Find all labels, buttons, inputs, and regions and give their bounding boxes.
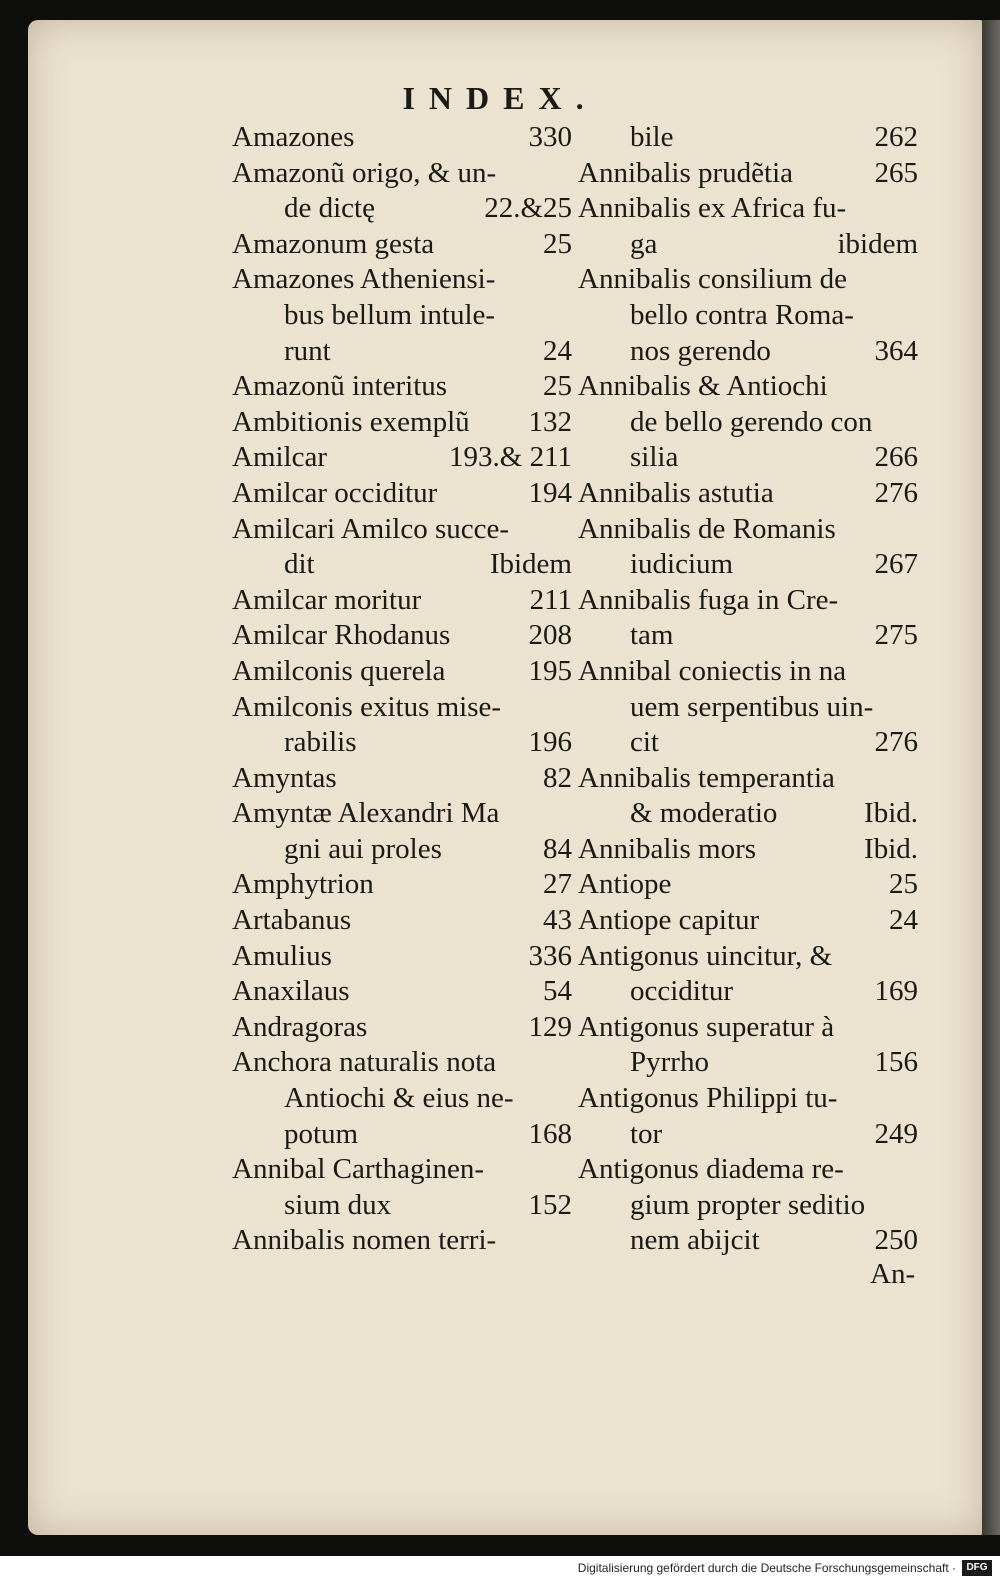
entry-page: [912, 1010, 918, 1046]
entry-page: 275: [874, 619, 918, 652]
entry-page: [912, 298, 918, 334]
entry-text: Annibalis ex Africa fu-: [578, 192, 847, 225]
index-entry: [578, 761, 918, 797]
index-entry: [578, 476, 918, 512]
index-column-right: [578, 120, 918, 1259]
index-column-left: [232, 120, 572, 1259]
entry-page: 25: [543, 227, 572, 260]
entry-text: potum: [284, 1117, 359, 1150]
index-entry: [232, 583, 572, 619]
entry-page: [566, 298, 572, 334]
index-entry: [232, 440, 572, 476]
index-entry: [578, 191, 918, 227]
entry-page: Ibidem: [489, 548, 572, 581]
entry-text: bus bellum intule-: [284, 298, 496, 331]
entry-text: Amazonum gesta: [232, 227, 435, 260]
entry-text: Antigonus Philippi tu-: [578, 1082, 838, 1115]
entry-text: Amazonũ origo, & un-: [232, 156, 497, 189]
entry-text: Antigonus uincitur, &: [578, 939, 833, 972]
entry-page: [912, 1081, 918, 1117]
entry-page: Ibid.: [864, 797, 918, 830]
index-entry: [232, 725, 572, 761]
entry-text: Antiope: [578, 868, 672, 901]
entry-text: Amulius: [232, 939, 332, 972]
index-entry: [232, 120, 572, 156]
entry-page: [912, 405, 918, 441]
entry-text: cit: [630, 726, 659, 759]
entry-text: Amilcar occiditur: [232, 476, 438, 509]
digitization-footer: [0, 1556, 1000, 1580]
index-entry: [232, 1117, 572, 1153]
index-entry: [578, 512, 918, 548]
index-entry: [578, 1081, 918, 1117]
entry-page: 152: [528, 1188, 572, 1221]
entry-text: Annibalis fuga in Cre-: [578, 583, 839, 616]
entry-text: Amphytrion: [232, 868, 374, 901]
entry-text: Annibalis astutia: [578, 476, 774, 509]
index-entry: [232, 867, 572, 903]
index-entry: [578, 690, 918, 726]
index-entry: [578, 832, 918, 868]
entry-page: 132: [528, 405, 572, 438]
entry-page: [912, 583, 918, 619]
entry-page: [912, 191, 918, 227]
entry-text: & moderatio: [630, 797, 778, 830]
entry-text: nos gerendo: [630, 334, 771, 367]
index-entry: [578, 1223, 918, 1259]
entry-text: Annibalis temperantia: [578, 761, 835, 794]
page-edge: [982, 20, 1000, 1535]
entry-page: 195: [528, 654, 572, 687]
index-entry: [232, 334, 572, 370]
entry-text: iudicium: [630, 548, 734, 581]
entry-text: Amazones Atheniensi-: [232, 263, 496, 296]
index-entry: [578, 440, 918, 476]
entry-page: 249: [874, 1117, 918, 1150]
index-entry: [232, 369, 572, 405]
entry-page: [566, 796, 572, 832]
index-entry: [232, 1010, 572, 1046]
entry-page: [912, 1152, 918, 1188]
entry-page: 265: [874, 156, 918, 189]
index-entry: [232, 939, 572, 975]
entry-text: Amilconis exitus mise-: [232, 690, 502, 723]
entry-text: tor: [630, 1117, 663, 1150]
entry-page: 129: [528, 1010, 572, 1043]
index-entry: [578, 1045, 918, 1081]
entry-page: 43: [543, 904, 572, 937]
entry-text: Amyntæ Alexandri Ma: [232, 797, 500, 830]
entry-page: [566, 1152, 572, 1188]
entry-page: 330: [528, 121, 572, 153]
entry-page: 193.& 211: [449, 441, 572, 474]
entry-text: rabilis: [284, 726, 357, 759]
index-entry: [232, 1188, 572, 1224]
entry-text: Amilcar Rhodanus: [232, 619, 451, 652]
entry-page: [566, 156, 572, 192]
index-entry: [578, 369, 918, 405]
index-entry: [578, 227, 918, 263]
index-entry: [232, 903, 572, 939]
entry-text: silia: [630, 441, 679, 474]
index-entry: [578, 547, 918, 583]
entry-page: [566, 690, 572, 726]
footer-credit: Digitalisierung gefördert durch die Deutsche Forschungsgemeinschaft ·: [577, 1561, 956, 1575]
index-entry: [578, 867, 918, 903]
index-entry: [578, 1152, 918, 1188]
entry-page: [912, 1188, 918, 1224]
index-entry: [232, 156, 572, 192]
entry-text: Amilcari Amilco succe-: [232, 512, 510, 545]
index-entry: [232, 1152, 572, 1188]
entry-page: 196: [528, 726, 572, 759]
entry-text: ga: [630, 227, 658, 260]
index-entry: [232, 262, 572, 298]
index-entry: [578, 725, 918, 761]
index-entry: [232, 761, 572, 797]
entry-text: bello contra Roma-: [630, 298, 854, 331]
entry-page: 25: [889, 868, 918, 901]
entry-page: [912, 369, 918, 405]
entry-text: Annibalis consilium de: [578, 263, 848, 296]
index-entry: [232, 974, 572, 1010]
entry-page: 24: [889, 904, 918, 937]
page-title: INDEX.: [402, 80, 598, 116]
entry-page: 267: [874, 548, 918, 581]
entry-page: [566, 1081, 572, 1117]
index-entry: [578, 1188, 918, 1224]
entry-page: 54: [543, 975, 572, 1008]
index-entry: [232, 832, 572, 868]
entry-text: Amazones: [232, 121, 355, 153]
entry-text: Anaxilaus: [232, 975, 350, 1008]
entry-page: [912, 939, 918, 975]
index-entry: [578, 156, 918, 192]
entry-page: 27: [543, 868, 572, 901]
index-entry: [232, 298, 572, 334]
entry-page: [912, 512, 918, 548]
entry-text: Annibalis nomen terri-: [232, 1224, 497, 1257]
entry-text: Pyrrho: [630, 1046, 709, 1079]
index-entry: [232, 227, 572, 263]
entry-text: occiditur: [630, 975, 734, 1008]
entry-page: [912, 690, 918, 726]
index-entry: [232, 405, 572, 441]
index-entry: [578, 298, 918, 334]
entry-text: Annibalis & Antiochi: [578, 370, 828, 403]
index-entry: [578, 1117, 918, 1153]
entry-page: [566, 512, 572, 548]
entry-page: 250: [874, 1224, 918, 1257]
entry-text: bile: [630, 121, 674, 153]
entry-page: [912, 262, 918, 298]
entry-page: Ibid.: [864, 832, 918, 865]
entry-page: [912, 761, 918, 797]
entry-page: [912, 654, 918, 690]
entry-page: 276: [874, 476, 918, 509]
entry-text: Annibalis prudẽtia: [578, 156, 794, 189]
entry-page: 266: [874, 441, 918, 474]
entry-page: 194: [528, 476, 572, 509]
index-entry: [578, 405, 918, 441]
entry-page: [566, 1223, 572, 1259]
entry-text: Antigonus diadema re-: [578, 1153, 844, 1186]
index-entry: [232, 1081, 572, 1117]
entry-text: Andragoras: [232, 1010, 368, 1043]
entry-text: Annibal Carthaginen-: [232, 1153, 485, 1186]
index-entry: [232, 1223, 572, 1259]
entry-page: 156: [874, 1046, 918, 1079]
index-entry: [578, 654, 918, 690]
index-entry: [578, 120, 918, 156]
entry-page: 208: [528, 619, 572, 652]
dfg-logo: DFG: [962, 1560, 992, 1576]
entry-page: 169: [874, 975, 918, 1008]
entry-page: 22.&25: [484, 192, 572, 225]
entry-page: 364: [874, 334, 918, 367]
index-entry: [232, 512, 572, 548]
entry-text: Annibal coniectis in na: [578, 654, 847, 687]
index-entry: [578, 334, 918, 370]
entry-page: 25: [543, 370, 572, 403]
entry-page: 262: [874, 121, 918, 153]
entry-page: [566, 1045, 572, 1081]
index-entry: [232, 618, 572, 654]
entry-text: Annibalis de Romanis: [578, 512, 836, 545]
entry-page: ibidem: [837, 227, 918, 260]
entry-page: 82: [543, 761, 572, 794]
entry-text: Amilcar moritur: [232, 583, 422, 616]
entry-text: Anchora naturalis nota: [232, 1046, 497, 1079]
entry-page: 276: [874, 726, 918, 759]
index-entry: [232, 547, 572, 583]
index-entry: [578, 618, 918, 654]
entry-text: Annibalis mors: [578, 832, 757, 865]
entry-text: sium dux: [284, 1188, 392, 1221]
index-entry: [578, 974, 918, 1010]
entry-page: 211: [529, 583, 572, 616]
index-entry: [578, 1010, 918, 1046]
entry-text: gium propter seditio: [630, 1188, 866, 1221]
entry-text: dit: [284, 548, 315, 581]
entry-text: de dictę: [284, 192, 375, 225]
entry-text: tam: [630, 619, 674, 652]
entry-text: Amilcar: [232, 441, 328, 474]
index-entry: [232, 796, 572, 832]
index-entry: [578, 583, 918, 619]
entry-text: Ambitionis exemplũ: [232, 405, 470, 438]
index-entry: [578, 903, 918, 939]
entry-text: de bello gerendo con: [630, 405, 873, 438]
index-entry: [232, 690, 572, 726]
entry-text: Antiochi & eius ne-: [284, 1082, 514, 1115]
index-entry: [232, 654, 572, 690]
index-entry: [232, 1045, 572, 1081]
entry-text: Amazonũ interitus: [232, 370, 448, 403]
entry-text: nem abijcit: [630, 1224, 760, 1257]
entry-page: 168: [528, 1117, 572, 1150]
index-entry: [578, 262, 918, 298]
entry-text: Amyntas: [232, 761, 337, 794]
entry-text: Antigonus superatur à: [578, 1010, 835, 1043]
catchword: An-: [870, 1258, 916, 1290]
index-entry: [232, 476, 572, 512]
entry-text: Artabanus: [232, 904, 352, 937]
entry-page: 84: [543, 832, 572, 865]
entry-page: 24: [543, 334, 572, 367]
index-entry: [232, 191, 572, 227]
entry-text: uem serpentibus uin-: [630, 690, 874, 723]
entry-page: [566, 262, 572, 298]
entry-page: 336: [528, 939, 572, 972]
index-entry: [578, 796, 918, 832]
index-entry: [578, 939, 918, 975]
entry-text: runt: [284, 334, 331, 367]
entry-text: Antiope capitur: [578, 904, 760, 937]
entry-text: Amilconis querela: [232, 654, 446, 687]
entry-text: gni aui proles: [284, 832, 442, 865]
